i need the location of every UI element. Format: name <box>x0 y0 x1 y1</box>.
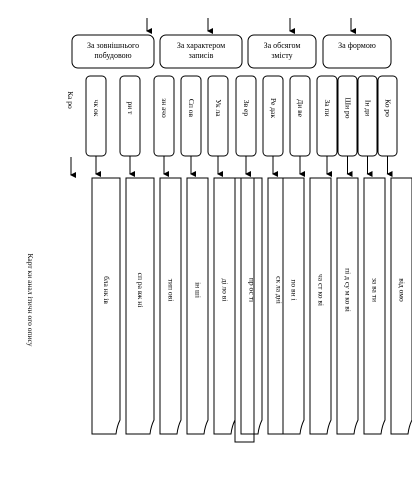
subtype-label: Ши ро <box>343 97 353 119</box>
subtype-label: чк ок <box>92 99 101 117</box>
document-label: за ва ти <box>370 277 380 303</box>
document-node <box>337 178 358 434</box>
document-label: ча ст ко ві <box>316 274 326 306</box>
document-label: ск ла дні <box>274 276 284 304</box>
subtype-box <box>317 76 337 174</box>
document-node <box>310 178 331 434</box>
document-label: тип ові <box>166 278 176 302</box>
category-label-3: За формою <box>338 41 376 50</box>
document-node <box>92 178 120 434</box>
top-arrows <box>147 18 351 31</box>
side-label-bottom: Карт ки анал ітичн ого опису <box>26 253 35 347</box>
document-label: від омо <box>397 278 407 302</box>
document-label: по вн і <box>289 279 299 301</box>
subtype-box <box>378 76 397 174</box>
subtype-label: ри т <box>126 101 135 115</box>
subtype-box <box>338 76 357 174</box>
subtype-box <box>181 76 201 174</box>
category-label-2: За обсягом змісту <box>263 41 301 60</box>
subtype-box <box>263 76 283 174</box>
document-label: сп ра вж ні <box>136 272 145 308</box>
subtype-label: Зв ер <box>242 99 251 117</box>
category-label-0: За зовнішнього побудовою <box>86 41 140 60</box>
document-node <box>126 178 154 434</box>
document-label: ді ло ві <box>220 278 230 302</box>
document-node <box>391 178 412 434</box>
subtype-label: Сп ов <box>187 98 196 118</box>
document-node <box>364 178 385 434</box>
document-node <box>187 178 208 434</box>
subtype-box <box>290 76 310 174</box>
middle-row <box>86 76 397 174</box>
subtype-box <box>236 76 256 174</box>
subtype-box <box>86 76 106 174</box>
subtype-label: Ук ла <box>214 99 223 117</box>
document-node <box>283 178 304 434</box>
side-label-top: Ка ро <box>66 91 75 109</box>
document-label: пр ос ті <box>247 277 257 303</box>
subtype-label: За пи <box>323 99 332 117</box>
subtype-box <box>208 76 228 174</box>
subtype-label: Ко ро <box>383 99 393 117</box>
subtype-label: Ре дак <box>269 97 278 119</box>
category-label-1: За характером записів <box>176 41 226 60</box>
document-node <box>241 178 262 434</box>
category-box-2 <box>248 35 316 68</box>
document-label: бла нк ів <box>102 276 111 304</box>
subtype-label: зн ачо <box>160 98 169 118</box>
category-box-1 <box>160 35 242 68</box>
subtype-box <box>154 76 174 174</box>
category-box-0 <box>72 35 154 68</box>
category-box-3 <box>323 35 391 68</box>
subtype-box <box>120 76 140 174</box>
bottom-row <box>92 178 412 442</box>
subtype-label: Ін ди <box>363 99 373 117</box>
subtype-box <box>358 76 377 174</box>
subtype-label: Ди ве <box>296 99 305 117</box>
document-node <box>214 178 235 434</box>
document-label: пі д су м ко ві <box>343 268 353 312</box>
document-node <box>160 178 181 434</box>
document-label: ін ші <box>193 282 203 298</box>
